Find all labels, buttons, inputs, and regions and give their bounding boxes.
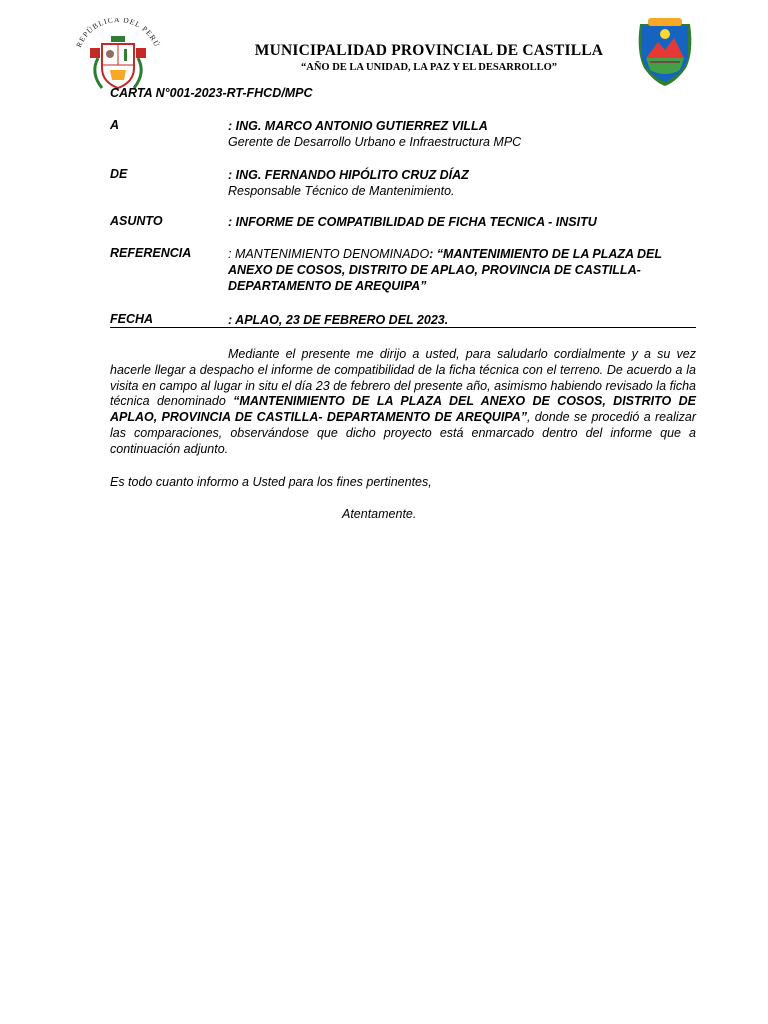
- reference-prefix: : MANTENIMIENTO DENOMINADO: [228, 247, 430, 261]
- organization-name: MUNICIPALIDAD PROVINCIAL DE CASTILLA: [254, 42, 604, 59]
- body-project-name: “MANTENIMIENTO DE LA PLAZA DEL ANEXO DE COSOS, DISTRITO DE APLAO, PROVINCIA DE CASTILLA- DEPARTAMENTO DE AREQUIPA”: [110, 394, 697, 425]
- subject-label: ASUNTO: [110, 214, 163, 228]
- reference-label: REFERENCIA: [110, 246, 192, 260]
- subject-value: : INFORME DE COMPATIBILIDAD DE FICHA TECNICA - INSITU: [228, 215, 597, 229]
- seal-arc-text: REPÚBLICA DEL PERÚ: [74, 18, 162, 49]
- closing-line: Es todo cuanto informo a Usted para los fines pertinentes,: [110, 475, 432, 489]
- recipient-title: Gerente de Desarrollo Urbano e Infraestructura MPC: [228, 135, 522, 149]
- peru-coat-of-arms-seal: [72, 18, 164, 92]
- recipient-name: : ING. MARCO ANTONIO GUTIERREZ VILLA: [228, 119, 488, 133]
- document-header: [170, 42, 688, 73]
- date-label: FECHA: [110, 312, 154, 326]
- header-divider: [110, 327, 696, 328]
- body-part-1: Mediante el presente me dirijo a usted, para saludarlo cordialmente y a su vez hacerle llegar a despacho el informe de compatibilidad de la ficha técnica con el terreno. De acuerdo a la visita en campo al lugar in situ el día 23 de febrero del presente año, asimismo habiendo revisado la ficha técnica denominado: [110, 347, 696, 409]
- reference-project: : “MANTENIMIENTO DE LA PLAZA DEL ANEXO DE COSOS, DISTRITO DE APLAO, PROVINCIA DE CASTILLA- DEPARTAMENTO DE AREQUIPA”: [228, 247, 662, 293]
- date-value: : APLAO, 23 DE FEBRERO DEL 2023.: [228, 313, 449, 327]
- year-motto: “AÑO DE LA UNIDAD, LA PAZ Y EL DESARROLLO”: [300, 62, 558, 73]
- body-part-2: , donde se procedió a realizar las comparaciones, observándose que dicho proyecto está enmarcado dentro del informe que a continuación adjunto.: [110, 410, 696, 456]
- sender-label: DE: [110, 167, 128, 181]
- recipient-label: A: [110, 118, 120, 132]
- letter-body: [110, 347, 696, 458]
- sender-title: Responsable Técnico de Mantenimiento.: [228, 184, 455, 198]
- letter-reference-number: CARTA N°001-2023-RT-FHCD/MPC: [110, 86, 313, 100]
- signoff: Atentamente.: [342, 507, 417, 521]
- sender-name: : ING. FERNANDO HIPÓLITO CRUZ DÍAZ: [228, 168, 469, 182]
